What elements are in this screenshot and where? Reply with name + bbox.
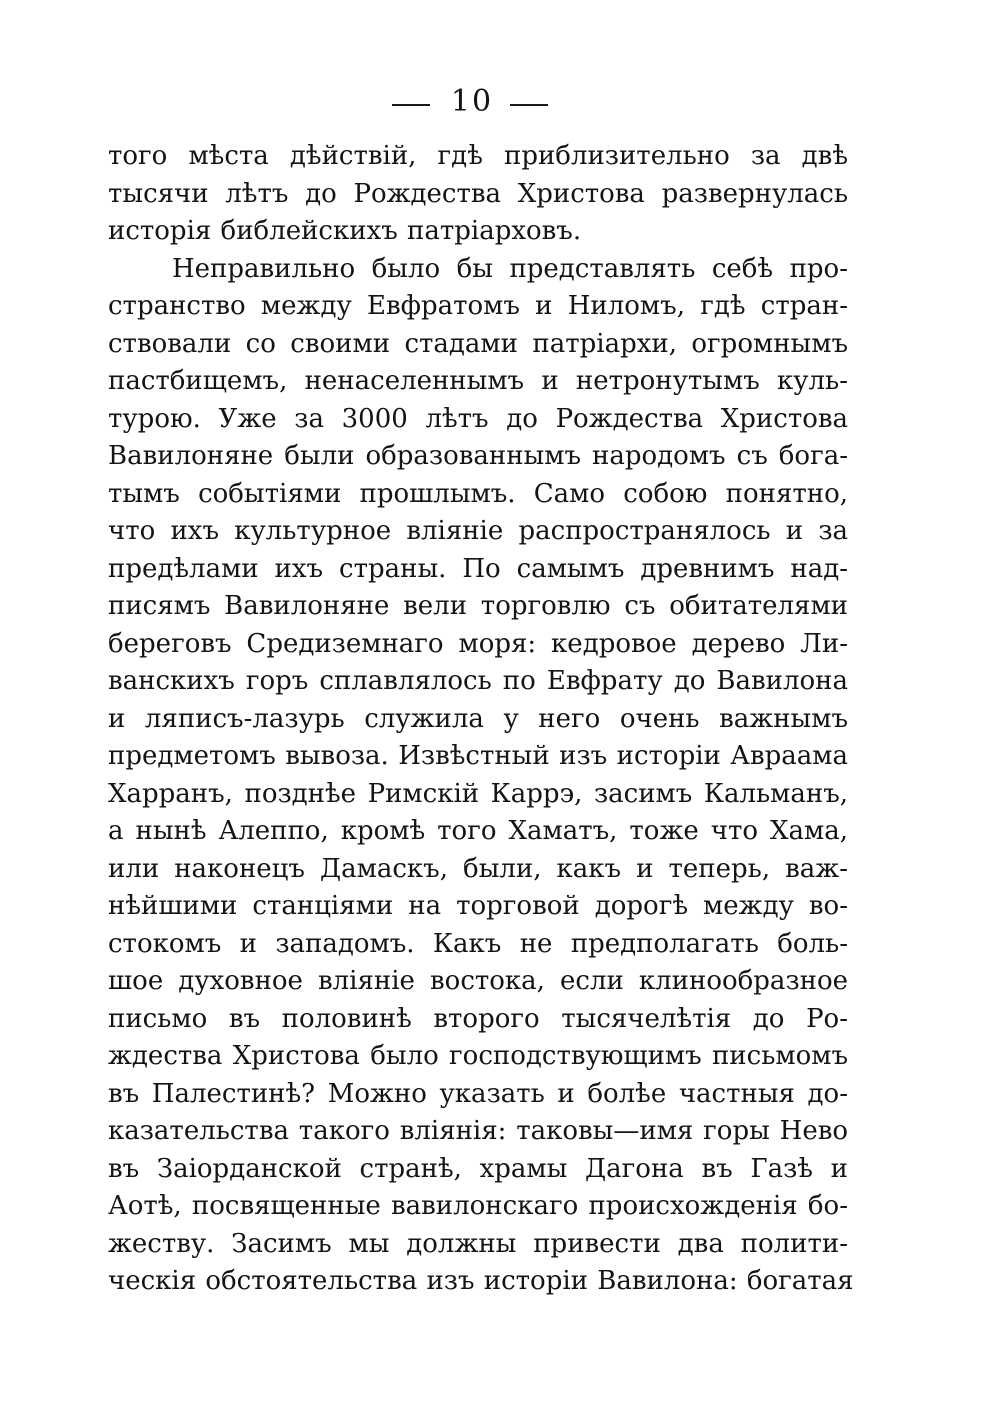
text-line: береговъ Средиземнаго моря: кедровое дерево Ли- [108, 628, 848, 659]
text-line: того мѣста дѣйствій, гдѣ приблизительно за двѣ [108, 141, 848, 171]
body-text [108, 138, 854, 1301]
paragraph-continuation [108, 138, 848, 251]
text-line: нѣйшими станціями на торговой дорогѣ между во- [108, 891, 848, 921]
text-line: въ Заіорданской странѣ, храмы Дагона въ Газѣ и [108, 1153, 848, 1184]
text-line: шое духовное вліяніе востока, если клинообразное [108, 966, 848, 996]
text-line: въ Палестинѣ? Можно указать и болѣе частныя до- [108, 1078, 848, 1109]
text-line: что ихъ культурное вліяніе распространялось и за [108, 516, 848, 546]
text-line: Харранъ, позднѣе Римскій Каррэ, засимъ Кальманъ, [108, 778, 848, 809]
text-line: Неправильно было бы представлять себѣ про- [172, 253, 848, 284]
text-line: и ляписъ-лазурь служила у него очень важнымъ [108, 703, 848, 734]
text-line: тысячи лѣтъ до Рождества Христова развернулась [108, 178, 848, 209]
text-line: ванскихъ горъ сплавлялось по Евфрату до Вавилона [108, 666, 848, 696]
paragraph-main [108, 251, 854, 1301]
text-line: казательства такого вліянія: таковы—имя горы Нево [108, 1116, 848, 1146]
page-header [0, 84, 1000, 120]
text-line: пастбищемъ, ненаселеннымъ и нетронутымъ куль- [108, 366, 848, 396]
text-line: тымъ событіями прошлымъ. Само собою понятно, [108, 478, 848, 509]
text-line: странство между Евфратомъ и Ниломъ, гдѣ стран- [108, 291, 848, 321]
text-line: ческія обстоятельства изъ исторіи Вавилона: богатая [108, 1266, 854, 1296]
text-line: стокомъ и западомъ. Какъ не предполагать боль- [108, 928, 848, 959]
text-line: Вавилоняне были образованнымъ народомъ съ бога- [108, 441, 848, 471]
text-line: а нынѣ Алеппо, кромѣ того Хаматъ, тоже что Хама, [108, 816, 848, 846]
text-line: предметомъ вывоза. Извѣстный изъ исторіи Авраама [108, 741, 848, 771]
text-line: исторія библейскихъ патріарховъ. [108, 216, 582, 246]
text-line: писямъ Вавилоняне вели торговлю съ обитателями [108, 591, 848, 621]
page-number: 10 [450, 84, 494, 119]
text-line: ствовали со своими стадами патріархи, огромнымъ [108, 328, 848, 359]
text-line: письмо въ половинѣ второго тысячелѣтія до Ро- [108, 1003, 848, 1034]
text-line: предѣлами ихъ страны. По самымъ древнимъ над- [108, 553, 848, 584]
text-line: или наконецъ Дамаскъ, были, какъ и теперь, важ- [108, 853, 848, 884]
text-line: ждества Христова было господствующимъ письмомъ [108, 1041, 848, 1071]
text-line: Аотѣ, посвященные вавилонскаго происхожденія бо- [108, 1191, 848, 1221]
text-line: жеству. Засимъ мы должны привести два полити- [108, 1228, 848, 1259]
text-line: турою. Уже за 3000 лѣтъ до Рождества Христова [108, 403, 848, 434]
header-rule-left [392, 104, 430, 106]
header-rule-right [510, 104, 548, 106]
